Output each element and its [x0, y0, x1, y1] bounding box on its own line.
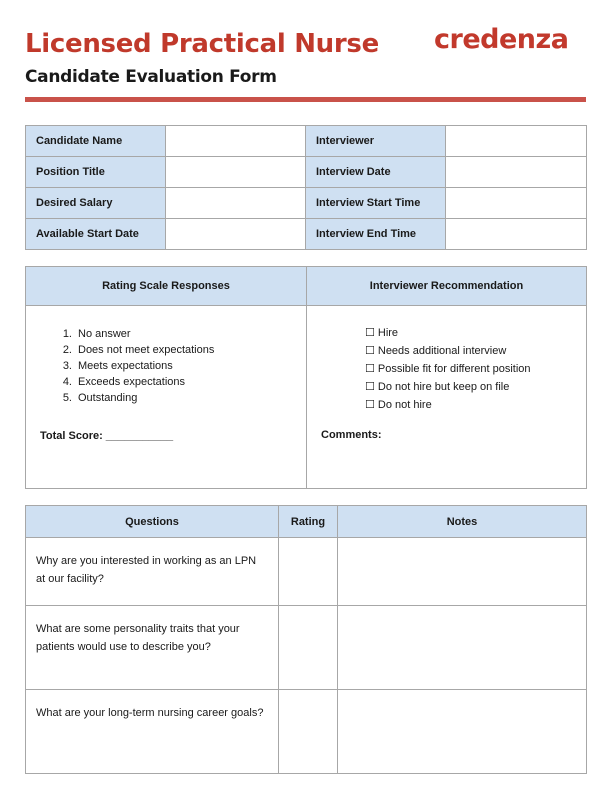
question-text: What are your long-term nursing career goals? — [26, 690, 279, 774]
interview-start-time-label: Interview Start Time — [306, 188, 446, 219]
questions-table — [25, 505, 587, 774]
candidate-info-table — [25, 125, 587, 250]
table-row — [26, 606, 587, 690]
notes-cell[interactable] — [338, 690, 587, 774]
list-item: 2. Does not meet expectations — [62, 344, 215, 356]
position-title-field[interactable] — [166, 157, 306, 188]
info-row — [26, 126, 587, 157]
interview-date-field[interactable] — [446, 157, 587, 188]
checkbox-icon[interactable]: ☐ — [365, 344, 375, 357]
available-start-date-field[interactable] — [166, 219, 306, 250]
option-needs-additional-interview[interactable]: ☐ Needs additional interview — [365, 344, 507, 357]
header-divider — [25, 97, 586, 102]
credenza-logo: credenza — [434, 24, 569, 55]
interview-end-time-label: Interview End Time — [306, 219, 446, 250]
total-score-field[interactable]: Total Score: ___________ — [40, 430, 174, 442]
rating-scale-header: Rating Scale Responses — [26, 267, 307, 306]
option-do-not-hire[interactable]: ☐ Do not hire — [365, 398, 432, 411]
question-text: What are some personality traits that your patients would use to describe you? — [26, 606, 279, 690]
rating-cell[interactable] — [279, 606, 338, 690]
form-title: Licensed Practical Nurse — [25, 29, 379, 59]
option-keep-on-file[interactable]: ☐ Do not hire but keep on file — [365, 380, 510, 393]
candidate-name-label: Candidate Name — [26, 126, 166, 157]
interview-start-time-field[interactable] — [446, 188, 587, 219]
desired-salary-label: Desired Salary — [26, 188, 166, 219]
available-start-date-label: Available Start Date — [26, 219, 166, 250]
checkbox-icon[interactable]: ☐ — [365, 380, 375, 393]
list-item: 5. Outstanding — [62, 392, 138, 404]
rating-recommendation-table — [25, 266, 587, 489]
notes-header: Notes — [338, 506, 587, 538]
rating-scale-list — [50, 326, 214, 406]
table-row — [26, 538, 587, 606]
option-different-position[interactable]: ☐ Possible fit for different position — [365, 362, 531, 375]
rating-cell[interactable] — [279, 538, 338, 606]
interviewer-label: Interviewer — [306, 126, 446, 157]
rating-cell[interactable] — [279, 690, 338, 774]
recommendation-header: Interviewer Recommendation — [307, 267, 587, 306]
recommendation-options — [365, 324, 531, 414]
rating-scale-panel — [26, 306, 307, 489]
option-hire[interactable]: ☐ Hire — [365, 326, 399, 339]
rating-header: Rating — [279, 506, 338, 538]
desired-salary-field[interactable] — [166, 188, 306, 219]
checkbox-icon[interactable]: ☐ — [365, 398, 375, 411]
recommendation-panel — [307, 306, 587, 489]
list-item: 1. No answer — [62, 328, 131, 340]
candidate-name-field[interactable] — [166, 126, 306, 157]
interview-end-time-field[interactable] — [446, 219, 587, 250]
questions-header: Questions — [26, 506, 279, 538]
notes-cell[interactable] — [338, 538, 587, 606]
info-row — [26, 157, 587, 188]
checkbox-icon[interactable]: ☐ — [365, 326, 375, 339]
info-row — [26, 188, 587, 219]
checkbox-icon[interactable]: ☐ — [365, 362, 375, 375]
comments-label: Comments: — [321, 429, 382, 441]
list-item: 4. Exceeds expectations — [62, 376, 186, 388]
form-subtitle: Candidate Evaluation Form — [25, 67, 277, 87]
list-item: 3. Meets expectations — [62, 360, 173, 372]
question-text: Why are you interested in working as an LPN at our facility? — [26, 538, 279, 606]
notes-cell[interactable] — [338, 606, 587, 690]
interview-date-label: Interview Date — [306, 157, 446, 188]
info-row — [26, 219, 587, 250]
position-title-label: Position Title — [26, 157, 166, 188]
table-row — [26, 690, 587, 774]
interviewer-field[interactable] — [446, 126, 587, 157]
